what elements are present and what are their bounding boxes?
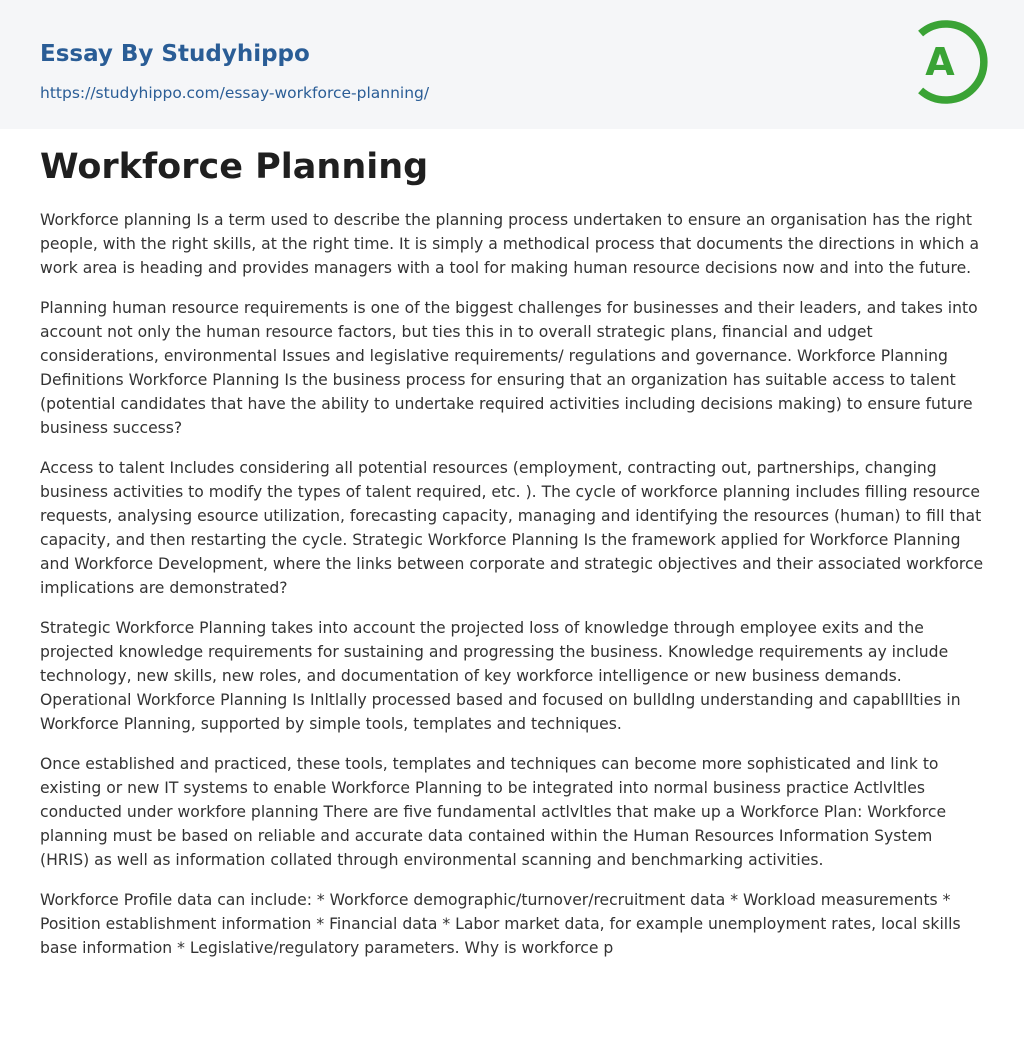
- logo-ring-icon: [912, 18, 988, 106]
- article: [40, 142, 984, 976]
- page-title: Workforce Planning: [40, 147, 429, 187]
- studyhippo-logo[interactable]: [912, 18, 988, 106]
- paragraph: Planning human resource requirements is one of the biggest challenges for businesses and their leaders, and takes into account not only the human resource factors, but ties this in to overall strategic plans, financial and udget considerations, environmental Issues and legislative requirements/ regulations and governance. Workforce Planning Definitions Workforce Planning Is the business process for ensuring that an organization has suitable access to talent (potential candidates that have the ability to undertake required activities including decisions making) to ensure future business success?: [40, 299, 978, 437]
- paragraph: Workforce Profile data can include: * Workforce demographic/turnover/recruitment data * Workload measurements * Position establishment information * Financial data * Labor market data, for example unemployment rates, local skills base information * Legislative/regulatory parameters. Why is workforce p: [40, 891, 961, 957]
- site-header: [0, 0, 1024, 129]
- brand-title[interactable]: Essay By Studyhippo: [40, 41, 310, 67]
- essay-url-link[interactable]: https://studyhippo.com/essay-workforce-planning/: [40, 84, 430, 102]
- paragraph: Once established and practiced, these tools, templates and techniques can become more sophisticated and link to existing or new IT systems to enable Workforce Planning to be integrated into normal business practice Actlvltles conducted under workfore planning There are five fundamental actlvltles that make up a Workforce Plan: Workforce planning must be based on reliable and accurate data contained within the Human Resources Information System (HRIS) as well as information collated through environmental scanning and benchmarking activities.: [40, 755, 947, 869]
- paragraph: Workforce planning Is a term used to describe the planning process undertaken to ensure an organisation has the right people, with the right skills, at the right time. It is simply a methodical process that documents the directions in which a work area is heading and provides managers with a tool for making human resource decisions now and into the future.: [40, 211, 980, 277]
- paragraph: Access to talent Includes considering all potential resources (employment, contracting out, partnerships, changing business activities to modify the types of talent required, etc. ). The cycle of workforce planning includes filling resource requests, analysing esource utilization, forecasting capacity, managing and identifying the resources (human) to fill that capacity, and then restarting the cycle. Strategic Workforce Planning Is the framework applied for Workforce Planning and Workforce Development, where the links between corporate and strategic objectives and their associated workforce implications are demonstrated?: [40, 459, 984, 597]
- paragraph: Strategic Workforce Planning takes into account the projected loss of knowledge through employee exits and the projected knowledge requirements for sustaining and progressing the business. Knowledge requirements ay include technology, new skills, new roles, and documentation of key workforce intelligence or new business demands. Operational Workforce Planning Is Inltlally processed based and focused on bulldlng understanding and capablllties in Workforce Planning, supported by simple tools, templates and techniques.: [40, 619, 961, 733]
- logo-letter: A: [925, 40, 955, 84]
